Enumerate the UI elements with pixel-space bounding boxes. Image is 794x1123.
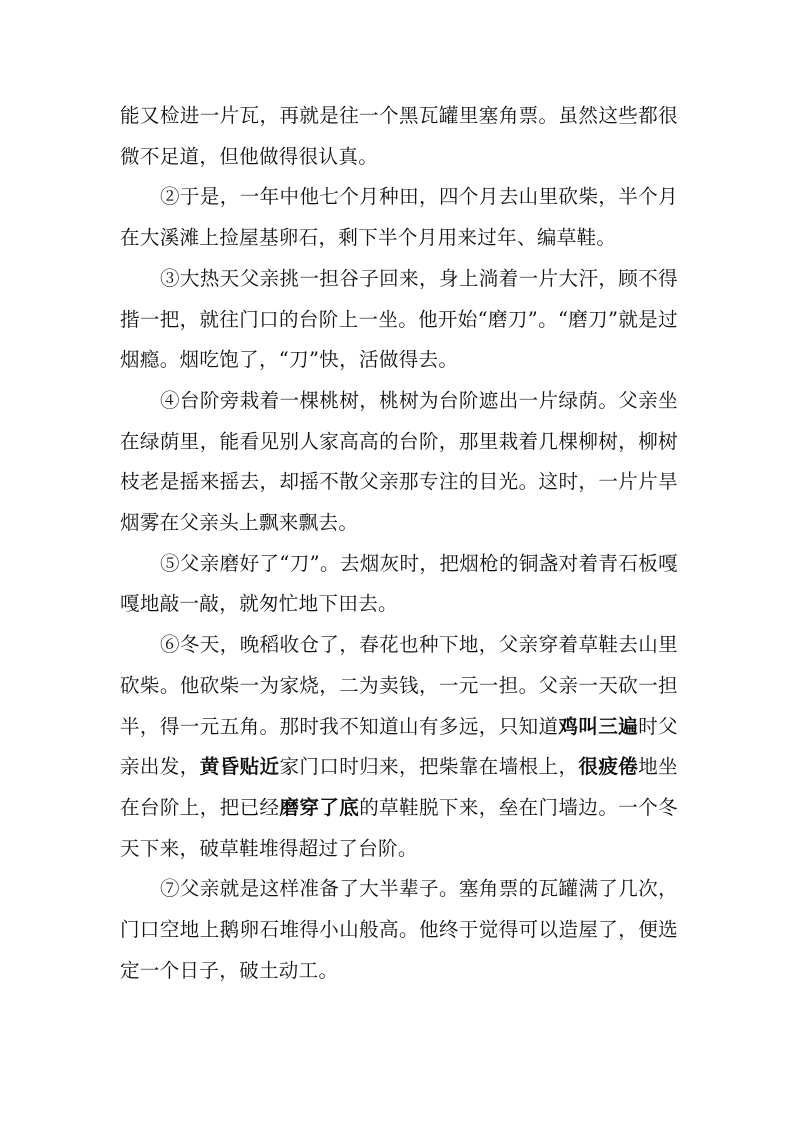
text-segment: ③大热天父亲挑一担谷子回来，身上淌着一片大汗，顾不得揩一把，就往门口的台阶上一坐。他开始“磨刀”。“磨刀”就是过烟瘾。烟吃饱了，“刀”快，活做得去。 (120, 266, 678, 372)
text-segment: 家门口时归来，把柴靠在墙根上， (279, 755, 579, 779)
text-segment: 的草鞋脱下来，垒在门墙边。一个冬天下来，破草鞋堆得超过了台阶。 (120, 795, 678, 860)
paragraph-2 (120, 177, 678, 258)
paragraph-4 (120, 381, 678, 544)
text-segment: ⑥冬天，晚稻收仓了，春花也种下地，父亲穿着草鞋去山里砍柴。他砍柴一为家烧，二为卖钱，一元一担。父亲一天砍一担半，得一元五角。那时我不知道山有多远，只知道 (120, 633, 678, 738)
text-segment: ⑤父亲磨好了“刀”。去烟灰时，把烟枪的铜盏对着青石板嘎嘎地敲一敲，就匆忙地下田去。 (120, 551, 678, 616)
text-segment: ②于是，一年中他七个月种田，四个月去山里砍柴，半个月在大溪滩上捡屋基卵石，剩下半个月用来过年、编草鞋。 (120, 185, 678, 250)
paragraph-5 (120, 544, 678, 625)
text-segment: 时父亲出发， (120, 714, 679, 779)
paragraph-continuation (120, 96, 678, 177)
text-segment: 能又检进一片瓦，再就是往一个黑瓦罐里塞角票。虽然这些都很微不足道，但他做得很认真。 (120, 104, 678, 168)
emphasis-text: 黄昏贴近 (199, 755, 280, 779)
paragraph-3 (120, 259, 678, 381)
emphasis-text: 很疲倦 (578, 755, 639, 779)
emphasis-text: 鸡叫三遍 (558, 714, 639, 738)
document-page (120, 96, 678, 991)
emphasis-text: 磨穿了底 (279, 795, 360, 819)
paragraph-7 (120, 869, 678, 991)
paragraph-6 (120, 625, 678, 869)
text-segment: 地坐在台阶上，把已经 (120, 755, 678, 819)
text-segment: ④台阶旁栽着一棵桃树，桃树为台阶遮出一片绿荫。父亲坐在绿荫里，能看见别人家高高的台阶，那里栽着几棵柳树，柳树枝老是摇来摇去，却摇不散父亲那专注的目光。这时，一片片旱烟雾在父亲头上飘来飘去。 (120, 388, 678, 535)
text-segment: ⑦父亲就是这样准备了大半辈子。塞角票的瓦罐满了几次，门口空地上鹅卵石堆得小山般高。他终于觉得可以造屋了，便选定一个日子，破土动工。 (120, 877, 678, 982)
